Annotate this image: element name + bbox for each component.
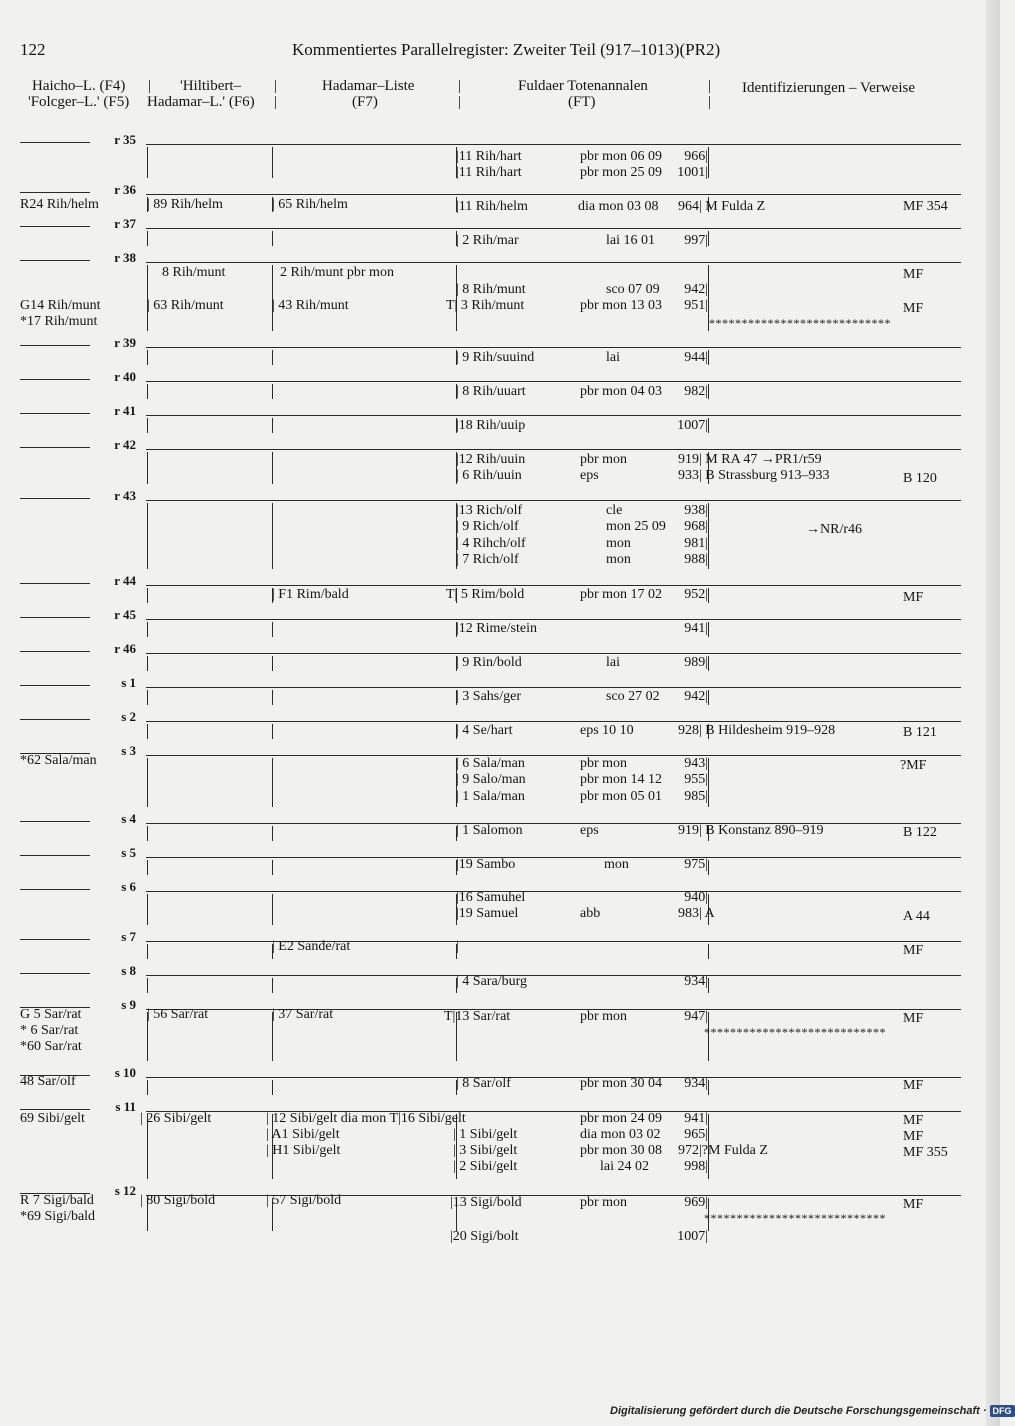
register-entry: |12 Rih/uuin [456, 452, 526, 467]
register-entry: 944| [684, 350, 708, 365]
register-entry: 1007| [677, 1229, 708, 1244]
register-entry: pbr mon 13 03 [580, 298, 663, 313]
register-entry: 975| [684, 857, 708, 872]
register-entry: 952| [684, 587, 708, 602]
register-entry: 965| [684, 1127, 708, 1142]
section-dash [20, 498, 90, 499]
register-entry: 947| [684, 1009, 708, 1024]
header-divider: | [148, 78, 152, 94]
header-divider: | [708, 94, 712, 110]
page-number: 122 [20, 40, 46, 59]
section-label: s 10 [114, 1065, 136, 1080]
register-entry: 934| [684, 1076, 708, 1091]
section-rule [146, 415, 961, 416]
section-label: r 39 [114, 335, 136, 350]
section-dash [20, 973, 90, 974]
register-entry: 940| [684, 890, 708, 905]
register-entry: 951| [684, 298, 708, 313]
register-entry: pbr mon [580, 452, 628, 467]
register-entry: 982| [684, 384, 708, 399]
section-dash [20, 583, 90, 584]
register-entry: MF [903, 1129, 924, 1144]
section-label: s 2 [121, 709, 136, 724]
register-entry: | 1 Salomon [456, 823, 523, 838]
register-entry: 942| [684, 689, 708, 704]
register-entry: B 122 [903, 825, 937, 840]
column-separator [708, 588, 709, 603]
register-entry: pbr mon 17 02 [580, 587, 663, 602]
section-rule [146, 857, 961, 858]
register-entry: *60 Sar/rat [20, 1039, 82, 1054]
section-dash [20, 345, 90, 346]
header-divider: | [274, 78, 278, 94]
header-f7-line1: Hadamar–Liste [322, 78, 415, 94]
header-f4: Haicho–L. (F4) [32, 78, 126, 94]
section-rule [146, 891, 961, 892]
register-entry: pbr mon 14 12 [580, 772, 663, 787]
register-entry: 998| [684, 1159, 708, 1174]
column-separator [272, 622, 273, 637]
section-dash [20, 447, 90, 448]
section-label: r 36 [114, 182, 136, 197]
column-separator [147, 690, 148, 705]
register-entry: 983| A [678, 906, 715, 921]
register-entry: MF 354 [903, 199, 948, 214]
register-entry: G 5 Sar/rat [20, 1007, 82, 1022]
register-entry: | 4 Sara/burg [456, 974, 527, 989]
register-entry: | 6 Sala/man [456, 756, 525, 771]
register-entry: | 4 Se/hart [456, 723, 513, 738]
register-entry: | 12 Sibi/gelt dia mon T|16 Sibi/gelt [266, 1111, 466, 1126]
register-entry: |19 Samuel [456, 906, 519, 921]
header-ft-line2: (FT) [568, 94, 596, 110]
register-entry: 985| [684, 789, 708, 804]
register-entry: | 8 Rih/uuart [456, 384, 526, 399]
asterisk-line: **************************** [704, 1211, 886, 1225]
column-separator [708, 503, 709, 569]
register-entry: dia mon 03 02 [580, 1127, 661, 1142]
register-entry: | 3 Sahs/ger [456, 689, 522, 704]
register-entry: lai [606, 655, 620, 670]
section-label: r 44 [114, 573, 136, 588]
register-entry: lai 24 02 [600, 1159, 649, 1174]
scan-edge-shadow [986, 0, 1000, 1426]
asterisk-line: **************************** [704, 1025, 886, 1039]
register-entry: 933| B Strassburg 913–933 [678, 468, 830, 483]
header-divider: | [274, 94, 278, 110]
register-entry: 8 Rih/munt [162, 265, 226, 280]
column-separator [708, 1080, 709, 1095]
register-entry: * 6 Sar/rat [20, 1023, 79, 1038]
section-label: s 11 [115, 1099, 136, 1114]
page-title: Kommentiertes Parallelregister: Zweiter Teil (917–1013)(PR2) [292, 40, 721, 59]
register-entry: sco 07 09 [606, 282, 660, 297]
column-separator [708, 690, 709, 705]
register-entry: mon [606, 552, 631, 567]
register-entry: MF [903, 1011, 924, 1026]
register-entry: T| 3 Rih/munt [446, 298, 525, 313]
register-entry: mon 25 09 [606, 519, 666, 534]
register-entry: 69 Sibi/gelt [20, 1111, 85, 1126]
section-label: s 6 [121, 879, 136, 894]
section-label: s 5 [121, 845, 136, 860]
header-divider: | [458, 94, 462, 110]
header-f6-line2: Hadamar–L.' (F6) [147, 94, 255, 110]
register-entry: 989| [684, 655, 708, 670]
register-entry: R24 Rih/helm [20, 197, 99, 212]
register-entry: abb [580, 906, 601, 921]
column-separator [272, 231, 273, 246]
register-entry: *69 Sigi/bald [20, 1209, 96, 1224]
section-rule [146, 653, 961, 654]
column-separator [272, 384, 273, 399]
register-entry: 955| [684, 772, 708, 787]
section-dash [20, 379, 90, 380]
register-entry: pbr mon 30 04 [580, 1076, 663, 1091]
register-entry: T| 5 Rim/bold [446, 587, 525, 602]
register-entry: MF [903, 1197, 924, 1212]
asterisk-line: **************************** [709, 316, 891, 330]
register-entry: MF [903, 1078, 924, 1093]
register-entry: 972|?M Fulda Z [678, 1143, 768, 1158]
section-rule [146, 941, 961, 942]
register-entry: | [456, 939, 459, 954]
register-entry: | 8 Sar/olf [456, 1076, 511, 1091]
column-separator [272, 1080, 273, 1095]
register-entry: | A1 Sibi/gelt [266, 1127, 340, 1142]
section-dash [20, 821, 90, 822]
section-dash [20, 617, 90, 618]
column-separator [147, 418, 148, 433]
register-entry: 988| [684, 552, 708, 567]
register-entry: |12 Rime/stein [456, 621, 537, 636]
column-separator [147, 656, 148, 671]
header-f5: 'Folcger–L.' (F5) [28, 94, 130, 110]
register-entry: pbr mon 04 03 [580, 384, 663, 399]
section-dash [20, 939, 90, 940]
register-entry: | H1 Sibi/gelt [266, 1143, 341, 1158]
register-entry: 919| B Konstanz 890–919 [678, 823, 824, 838]
register-entry: 1007| [677, 418, 708, 433]
column-separator [147, 147, 148, 178]
column-separator [272, 758, 273, 807]
register-entry: pbr mon 06 09 [580, 149, 663, 164]
register-entry: ?MF [900, 758, 927, 773]
footer-credit [610, 1405, 1015, 1417]
register-entry: | 43 Rih/munt [272, 298, 349, 313]
register-entry: B 121 [903, 725, 937, 740]
register-entry: pbr mon [580, 1009, 628, 1024]
header-identifizierungen: Identifizierungen – Verweise [742, 80, 915, 96]
register-entry: pbr mon 30 08 [580, 1143, 663, 1158]
column-separator [272, 350, 273, 365]
section-label: r 42 [114, 437, 136, 452]
register-entry: | 6 Rih/uuin [456, 468, 522, 483]
column-separator [147, 231, 148, 246]
section-dash [20, 226, 90, 227]
register-entry: 1001| [677, 165, 708, 180]
register-entry: mon [604, 857, 629, 872]
section-label: s 9 [121, 997, 136, 1012]
section-dash [20, 1109, 90, 1110]
register-entry: R 7 Sigi/bald [20, 1193, 94, 1208]
register-entry: *17 Rih/munt [20, 314, 98, 329]
register-entry: B 120 [903, 471, 937, 486]
register-entry: cle [606, 503, 623, 518]
column-separator [708, 231, 709, 246]
section-label: s 7 [121, 929, 136, 944]
register-entry: 942| [684, 282, 708, 297]
column-separator [708, 978, 709, 993]
column-separator [147, 978, 148, 993]
register-entry: |18 Rih/uuip [456, 418, 526, 433]
register-entry: pbr mon 05 01 [580, 789, 663, 804]
section-label: s 3 [121, 743, 136, 758]
column-separator [147, 384, 148, 399]
register-entry: | 2 Sibi/gelt [453, 1159, 518, 1174]
section-dash [20, 889, 90, 890]
register-entry: eps [580, 468, 599, 483]
register-entry: pbr mon [580, 1195, 628, 1210]
section-rule [146, 687, 961, 688]
register-entry: pbr mon 24 09 [580, 1111, 663, 1126]
register-entry: A 44 [903, 909, 930, 924]
register-entry: 981| [684, 536, 708, 551]
register-entry: *62 Sala/man [20, 753, 97, 768]
column-separator [272, 826, 273, 841]
register-entry: T|13 Sar/rat [444, 1009, 511, 1024]
register-entry: →NR/r46 [806, 522, 862, 537]
section-rule [146, 585, 961, 586]
register-entry: | 80 Sigi/bold [140, 1193, 216, 1208]
register-entry: |13 Sigi/bold [450, 1195, 522, 1210]
register-entry: |19 Sambo [456, 857, 516, 872]
section-rule [146, 619, 961, 620]
section-label: r 40 [114, 369, 136, 384]
register-entry: | 3 Sibi/gelt [453, 1143, 518, 1158]
register-entry: 966| [684, 149, 708, 164]
section-rule [146, 975, 961, 976]
column-separator [147, 724, 148, 739]
section-rule [146, 500, 961, 501]
register-entry: 928| B Hildesheim 919–928 [678, 723, 836, 738]
column-separator [272, 656, 273, 671]
register-entry: |11 Rih/hart [456, 165, 522, 180]
register-entry: lai [606, 350, 620, 365]
column-separator [147, 758, 148, 807]
register-entry: | 63 Rih/munt [147, 298, 224, 313]
section-rule [146, 144, 961, 145]
register-entry: G14 Rih/munt [20, 298, 101, 313]
register-entry: | 9 Salo/man [456, 772, 526, 787]
register-entry: | F1 Rim/bald [272, 587, 349, 602]
column-separator [708, 860, 709, 875]
register-entry: 938| [684, 503, 708, 518]
section-rule [146, 194, 961, 195]
column-separator [147, 944, 148, 959]
section-rule [146, 1077, 961, 1078]
register-entry: MF [903, 590, 924, 605]
column-separator [272, 452, 273, 484]
register-entry: MF [903, 1113, 924, 1128]
register-entry: dia mon 03 08 [578, 199, 659, 214]
section-label: s 12 [114, 1183, 136, 1198]
register-entry: 919| M RA 47 →PR1/r59 [678, 452, 822, 467]
register-entry: | 1 Sibi/gelt [453, 1127, 518, 1142]
register-entry: | 9 Rich/olf [456, 519, 519, 534]
register-entry: | 4 Rihch/olf [456, 536, 526, 551]
column-separator [708, 384, 709, 399]
register-entry: MF [903, 943, 924, 958]
register-entry: | E2 Sande/rat [272, 939, 351, 954]
register-entry: 934| [684, 974, 708, 989]
section-label: r 35 [114, 132, 136, 147]
register-entry: | 1 Sala/man [456, 789, 525, 804]
register-entry: |16 Samuhel [456, 890, 526, 905]
register-entry: 969| [684, 1195, 708, 1210]
column-separator [708, 147, 709, 178]
footer-text: Digitalisierung gefördert durch die Deutsche Forschungsgemeinschaft · [610, 1405, 987, 1417]
column-separator [708, 622, 709, 637]
section-label: s 4 [121, 811, 136, 826]
column-headers [0, 0, 1000, 130]
section-dash [20, 260, 90, 261]
column-separator [147, 350, 148, 365]
section-label: r 38 [114, 250, 136, 265]
register-entry: |20 Sigi/bolt [450, 1229, 519, 1244]
register-entry: 2 Rih/munt pbr mon [280, 265, 394, 280]
register-entry: eps [580, 823, 599, 838]
section-rule [146, 823, 961, 824]
section-label: r 37 [114, 216, 136, 231]
register-entry: pbr mon [580, 756, 628, 771]
section-rule [146, 347, 961, 348]
column-separator [147, 1080, 148, 1095]
register-entry: |11 Rih/hart [456, 149, 522, 164]
register-entry: lai 16 01 [606, 233, 655, 248]
column-separator [272, 147, 273, 178]
section-label: r 45 [114, 607, 136, 622]
register-entry: 48 Sar/olf [20, 1074, 76, 1089]
section-label: r 43 [114, 488, 136, 503]
column-separator [708, 656, 709, 671]
register-entry: | 2 Rih/mar [456, 233, 519, 248]
section-rule [146, 1009, 961, 1010]
register-entry: mon [606, 536, 631, 551]
register-entry: MF 355 [903, 1145, 948, 1160]
section-dash [20, 855, 90, 856]
register-entry: 943| [684, 756, 708, 771]
column-separator [147, 622, 148, 637]
register-entry: 997| [684, 233, 708, 248]
section-rule [146, 262, 961, 263]
section-dash [20, 192, 90, 193]
register-entry: sco 27 02 [606, 689, 660, 704]
header-ft-line1: Fuldaer Totenannalen [518, 78, 648, 94]
section-rule [146, 381, 961, 382]
register-entry: | 89 Rih/helm [147, 197, 223, 212]
column-separator [272, 690, 273, 705]
register-entry: | 57 Sigi/bold [266, 1193, 342, 1208]
section-dash [20, 413, 90, 414]
section-rule [146, 228, 961, 229]
column-separator [272, 503, 273, 569]
column-separator [147, 503, 148, 569]
header-divider: | [458, 78, 462, 94]
register-entry: 941| [684, 1111, 708, 1126]
section-label: s 1 [121, 675, 136, 690]
section-dash [20, 685, 90, 686]
register-entry: eps 10 10 [580, 723, 634, 738]
column-separator [147, 894, 148, 925]
section-dash [20, 651, 90, 652]
column-separator [147, 588, 148, 603]
register-entry: 941| [684, 621, 708, 636]
column-separator [147, 452, 148, 484]
register-entry: | 9 Rih/suuind [456, 350, 535, 365]
register-entry: | 56 Sar/rat [147, 1007, 209, 1022]
section-label: s 8 [121, 963, 136, 978]
register-entry: | 7 Rich/olf [456, 552, 519, 567]
register-entry: MF [903, 301, 924, 316]
column-separator [272, 860, 273, 875]
column-separator [708, 758, 709, 807]
register-entry: | 37 Sar/rat [272, 1007, 334, 1022]
column-separator [147, 860, 148, 875]
section-label: r 46 [114, 641, 136, 656]
column-separator [708, 350, 709, 365]
column-separator [272, 894, 273, 925]
register-entry: MF [903, 267, 924, 282]
section-dash [20, 142, 90, 143]
column-separator [272, 978, 273, 993]
column-separator [708, 944, 709, 959]
register-entry: | 9 Rin/bold [456, 655, 522, 670]
register-entry: pbr mon 25 09 [580, 165, 663, 180]
column-separator [708, 418, 709, 433]
register-entry: |11 Rih/helm [456, 199, 528, 214]
dfg-logo: DFG [990, 1405, 1015, 1417]
register-entry: | 8 Rih/munt [456, 282, 526, 297]
column-separator [147, 826, 148, 841]
register-entry: | 65 Rih/helm [272, 197, 348, 212]
section-rule [146, 721, 961, 722]
register-entry: 968| [684, 519, 708, 534]
section-rule [146, 755, 961, 756]
section-label: r 41 [114, 403, 136, 418]
column-separator [272, 418, 273, 433]
header-f7-line2: (F7) [352, 94, 378, 110]
register-entry: | 26 Sibi/gelt [140, 1111, 212, 1126]
register-entry: 964| M Fulda Z [678, 199, 766, 214]
section-dash [20, 719, 90, 720]
register-entry: |13 Rich/olf [456, 503, 523, 518]
section-rule [146, 449, 961, 450]
header-f6-line1: 'Hiltibert– [180, 78, 242, 94]
header-divider: | [708, 78, 712, 94]
column-separator [272, 724, 273, 739]
